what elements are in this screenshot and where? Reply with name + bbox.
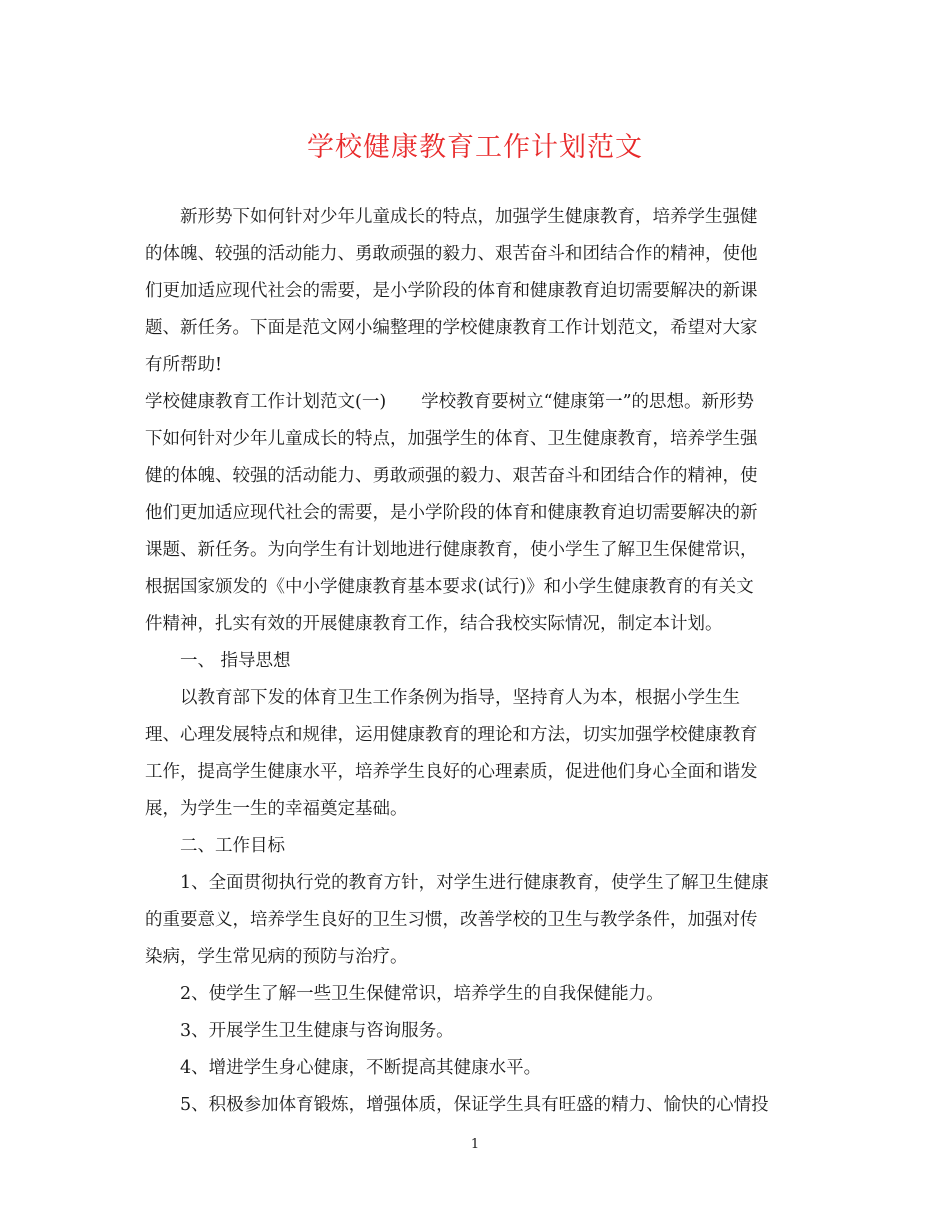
document-title: 学校健康教育工作计划范文 [307, 132, 643, 163]
body-line: 根据国家颁发的《中小学健康教育基本要求(试行)》和小学生健康教育的有关文 [145, 577, 754, 597]
body-line: 件精神，扎实有效的开展健康教育工作，结合我校实际情况，制定本计划。 [145, 614, 723, 634]
section-heading: 一、 指导思想 [145, 651, 291, 671]
body-line: 下如何针对少年儿童成长的特点，加强学生的体育、卫生健康教育，培养学生强 [145, 429, 758, 449]
list-item-line: 4、增进学生身心健康，不断提高其健康水平。 [145, 1058, 542, 1078]
body-line: 理、心理发展特点和规律，运用健康教育的理论和方法，切实加强学校健康教育 [145, 725, 758, 745]
body-line: 课题、新任务。为向学生有计划地进行健康教育，使小学生了解卫生保健常识， [145, 540, 758, 560]
body-line: 工作，提高学生健康水平，培养学生良好的心理素质，促进他们身心全面和谐发 [145, 762, 758, 782]
body-line: 学校健康教育工作计划范文(一) 学校教育要树立“健康第一”的思想。新形势 [145, 392, 755, 412]
body-line: 新形势下如何针对少年儿童成长的特点，加强学生健康教育，培养学生强健 [145, 207, 758, 227]
page-number: 1 [470, 1137, 480, 1152]
list-item-line: 染病，学生常见病的预防与治疗。 [145, 947, 408, 967]
body-line: 展，为学生一生的幸福奠定基础。 [145, 799, 408, 819]
list-item-line: 3、开展学生卫生健康与咨询服务。 [145, 1021, 454, 1041]
body-line: 们更加适应现代社会的需要，是小学阶段的体育和健康教育迫切需要解决的新课 [145, 281, 758, 301]
body-line: 的体魄、较强的活动能力、勇敢顽强的毅力、艰苦奋斗和团结合作的精神，使他 [145, 244, 758, 264]
body-line: 题、新任务。下面是范文网小编整理的学校健康教育工作计划范文，希望对大家 [145, 318, 758, 338]
body-line: 以教育部下发的体育卫生工作条例为指导，坚持育人为本，根据小学生生 [145, 688, 740, 708]
list-item-line: 1、全面贯彻执行党的教育方针，对学生进行健康教育，使学生了解卫生健康 [145, 873, 769, 893]
body-line: 健的体魄、较强的活动能力、勇敢顽强的毅力、艰苦奋斗和团结合作的精神，使 [145, 466, 758, 486]
body-line: 有所帮助! [145, 355, 223, 375]
list-item-line: 2、使学生了解一些卫生保健常识，培养学生的自我保健能力。 [145, 984, 664, 1004]
list-item-line: 的重要意义，培养学生良好的卫生习惯，改善学校的卫生与教学条件，加强对传 [145, 910, 758, 930]
list-item-line: 5、积极参加体育锻炼，增强体质，保证学生具有旺盛的精力、愉快的心情投 [145, 1095, 769, 1115]
section-heading: 二、工作目标 [145, 836, 285, 856]
body-line: 他们更加适应现代社会的需要，是小学阶段的体育和健康教育迫切需要解决的新 [145, 503, 758, 523]
